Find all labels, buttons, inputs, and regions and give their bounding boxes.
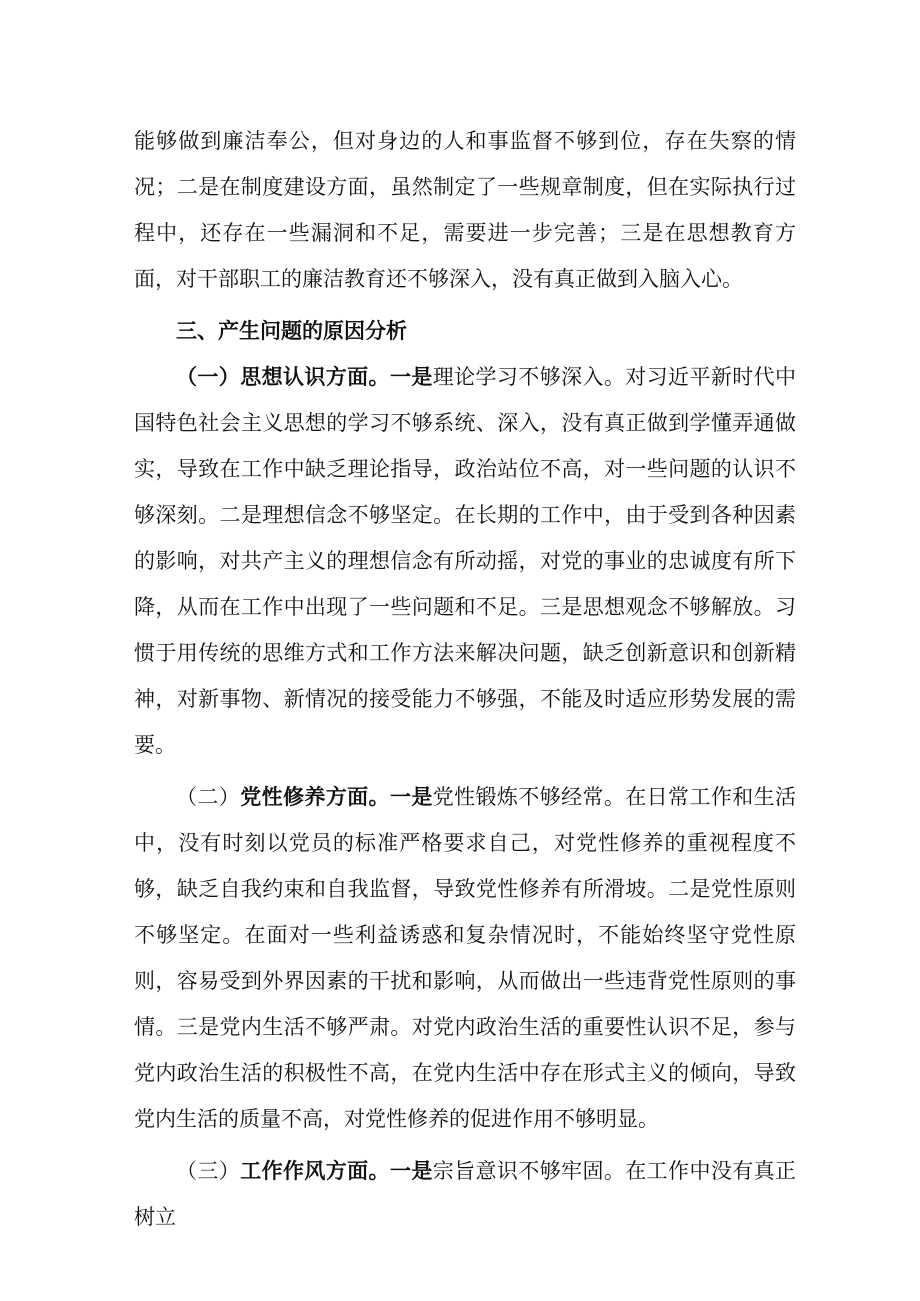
subsection-prefix: （二）	[176, 785, 241, 809]
subsection-lead: 一是	[389, 1159, 433, 1183]
subsection-lead: 一是	[389, 365, 433, 389]
paragraph-thinking	[134, 354, 796, 768]
subsection-prefix: （一）	[176, 365, 241, 389]
section-heading-text: 三、产生问题的原因分析	[176, 319, 407, 343]
subsection-heading: 思想认识方面。	[240, 365, 390, 389]
paragraph-text: 宗旨意识不够牢固。在工作中没有真正树立	[134, 1159, 797, 1229]
paragraph-text: 能够做到廉洁奉公，但对身边的人和事监督不够到位，存在失察的情况；二是在制度建设方面，虽然制定了一些规章制度，但在实际执行过程中，还存在一些漏洞和不足，需要进一步完善；三是在思想教育方面，对干部职工的廉洁教育还不够深入，没有真正做到入脑入心。	[134, 129, 796, 291]
subsection-lead: 一是	[389, 785, 433, 809]
document-body	[134, 118, 796, 1240]
paragraph-party-spirit	[134, 774, 796, 1142]
subsection-heading: 党性修养方面。	[240, 785, 390, 809]
paragraph-text: 理论学习不够深入。对习近平新时代中国特色社会主义思想的学习不够系统、深入，没有真正做到学懂弄通做实，导致在工作中缺乏理论指导，政治站位不高，对一些问题的认识不够深刻。二是理想信念不够坚定。在长期的工作中，由于受到各种因素的影响，对共产主义的理想信念有所动摇，对党的事业的忠诚度有所下降，从而在工作中出现了一些问题和不足。三是思想观念不够解放。习惯于用传统的思维方式和工作方法来解决问题，缺乏创新意识和创新精神，对新事物、新情况的接受能力不够强，不能及时适应形势发展的需要。	[134, 365, 797, 757]
paragraph-text: 党性锻炼不够经常。在日常工作和生活中，没有时刻以党员的标准严格要求自己，对党性修养的重视程度不够，缺乏自我约束和自我监督，导致党性修养有所滑坡。二是党性原则不够坚定。在面对一些利益诱惑和复杂情况时，不能始终坚守党性原则，容易受到外界因素的干扰和影响，从而做出一些违背党性原则的事情。三是党内生活不够严肃。对党内政治生活的重要性认识不足，参与党内政治生活的积极性不高，在党内生活中存在形式主义的倾向，导致党内生活的质量不高，对党性修养的促进作用不够明显。	[134, 785, 797, 1131]
paragraph-intro-continuation	[134, 118, 796, 302]
section-heading	[134, 308, 796, 354]
paragraph-work-style	[134, 1148, 796, 1240]
subsection-prefix: （三）	[176, 1159, 241, 1183]
subsection-heading: 工作作风方面。	[240, 1159, 390, 1183]
